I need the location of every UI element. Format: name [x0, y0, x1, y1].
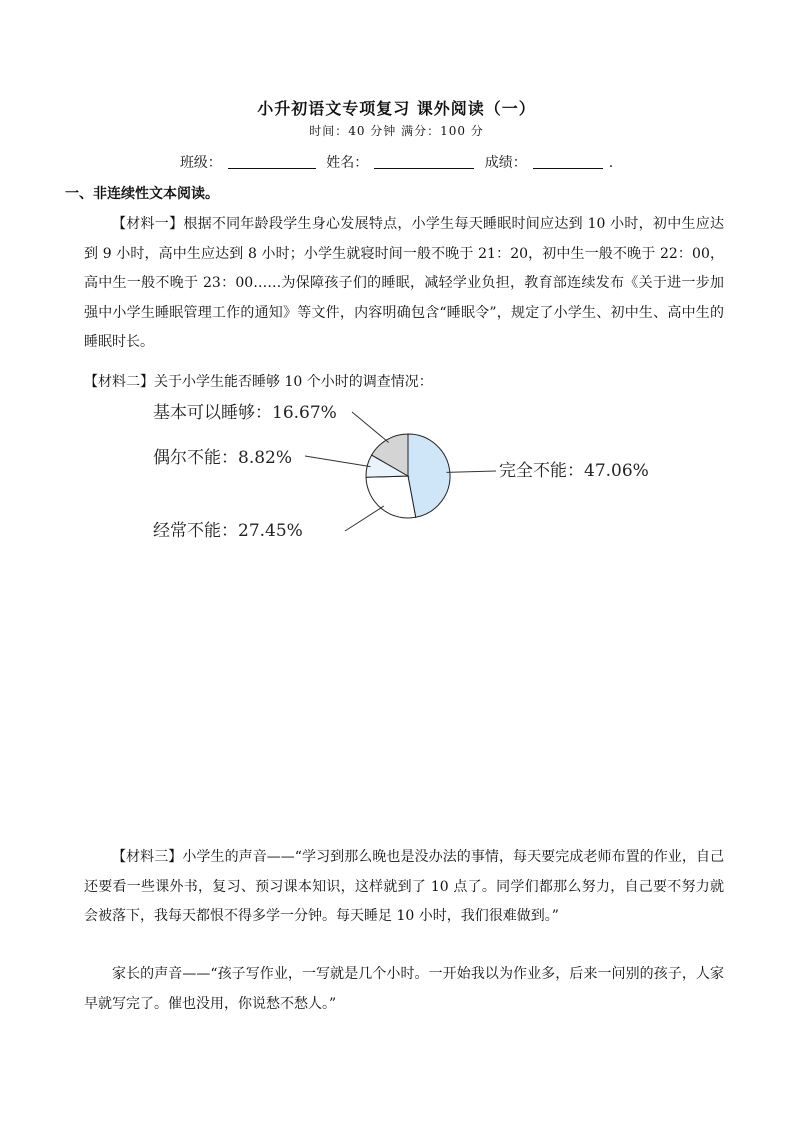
pie-leader-line-0: [447, 471, 497, 472]
material-three-text: 小学生的声音——“学习到那么晚也是没办法的事情，每天要完成老师布置的作业，自己还要看一些课外书，复习、预习课本知识，这样就到了 10 点了。同学们都那么努力，自己要不努力就会被落下，我每天都恨不得多学一分钟。每天睡足 10 小时，我们很难做到。”: [84, 849, 725, 924]
pie-slice-0: [408, 434, 450, 517]
pie-label-occasionally-not: 偶尔不能：8.82%: [153, 448, 293, 468]
score-label: 成绩：: [484, 155, 527, 171]
pie-leader-line-2: [305, 456, 371, 467]
material-two-text: 关于小学生能否睡够 10 个小时的调查情况：: [154, 374, 433, 390]
parent-voice: 家长的声音——“孩子写作业，一写就是几个小时。一开始我以为作业多，后来一问别的孩子，人家早就写完了。催也没用，你说愁不愁人。”: [84, 966, 724, 1012]
sleep-survey-pie-chart: [140, 392, 680, 556]
page-title: 小升初语文专项复习 课外阅读（一）: [257, 99, 536, 118]
material-one-tag: 【材料一】: [112, 216, 184, 232]
name-label: 姓名：: [326, 155, 369, 171]
pie-leader-line-1: [345, 506, 384, 531]
pie-label-basic-enough: 基本可以睡够：16.67%: [153, 403, 337, 423]
student-info-row: [0, 152, 793, 172]
name-blank[interactable]: [374, 154, 474, 169]
material-one: [84, 210, 724, 358]
material-three: [84, 843, 724, 932]
pie-leader-line-3: [352, 412, 389, 443]
end-mark: .: [608, 155, 614, 171]
pie-slice-1: [366, 476, 416, 518]
material-one-text: 根据不同年龄段学生身心发展特点，小学生每天睡眠时间应达到 10 小时，初中生应达到 9 小时，高中生应达到 8 小时；小学生就寝时间一般不晚于 21：20，初中生一般不晚于 22：00，高中生一般不晚于 23：00……为保障孩子们的睡眠，减轻学业负担，教育部连续发布《关于进一步加强中小学生睡眠管理工作的通知》等文件，内容明确包含“睡眠令”，规定了小学生、初中生、高中生的睡眠时长。: [84, 216, 724, 350]
pie-label-completely-not: 完全不能：47.06%: [499, 461, 649, 481]
score-blank[interactable]: [533, 154, 603, 169]
material-two-tag: 【材料二】: [84, 374, 154, 390]
pie-label-often-not: 经常不能：27.45%: [153, 521, 303, 541]
class-blank[interactable]: [228, 154, 316, 169]
section-heading: 一、非连续性文本阅读。: [65, 186, 219, 202]
material-three-tag: 【材料三】: [112, 849, 183, 865]
class-label: 班级：: [179, 155, 222, 171]
exam-time-score: 时间：40 分钟 满分：100 分: [309, 124, 484, 138]
